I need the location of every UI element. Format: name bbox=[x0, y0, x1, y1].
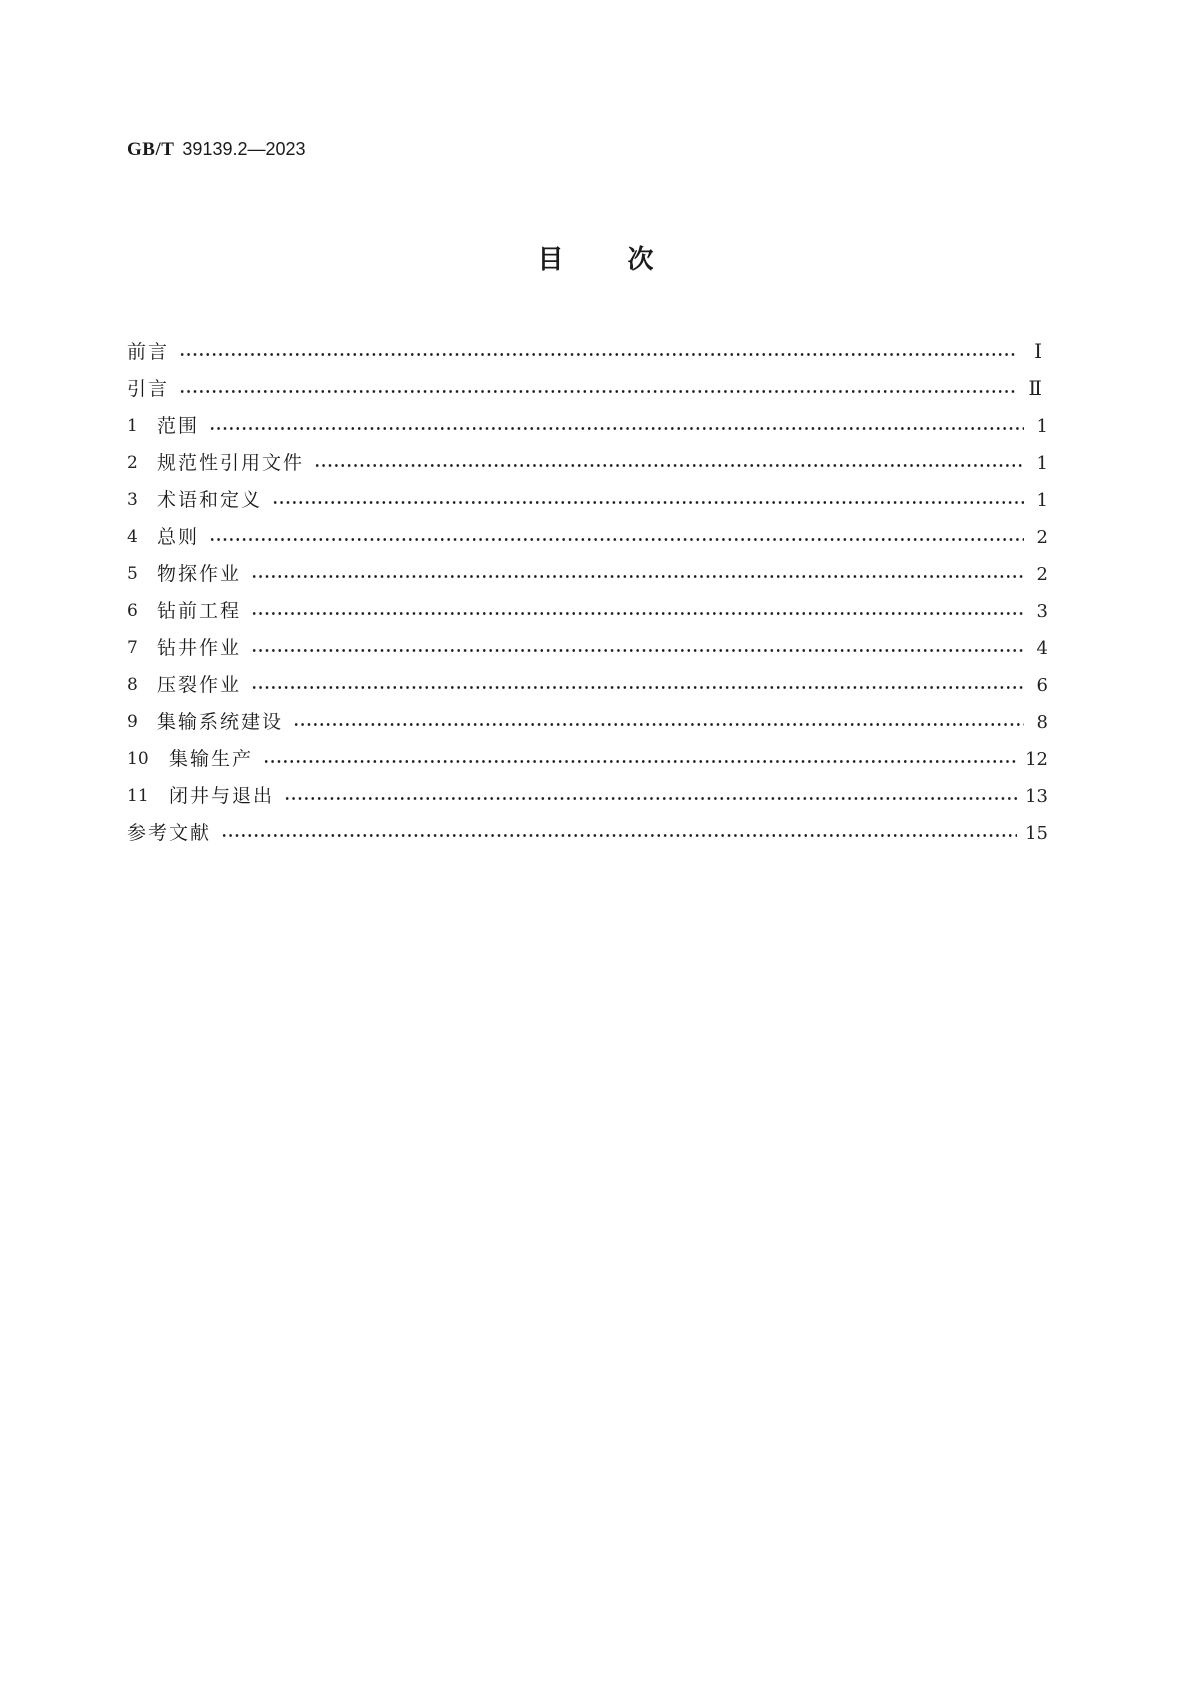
toc-entry-7[interactable] bbox=[127, 630, 1048, 667]
toc-entry-page: Ⅱ bbox=[1028, 378, 1042, 400]
toc-title-char-2: 次 bbox=[627, 245, 654, 275]
dot-leader bbox=[263, 741, 1017, 778]
toc-entry-introduction[interactable] bbox=[127, 371, 1048, 408]
toc-entry-label: 集输系统建设 bbox=[157, 711, 284, 733]
toc-entry-page: 1 bbox=[1036, 453, 1048, 474]
toc-title-char-1: 目 bbox=[537, 245, 564, 275]
toc-entry-number: 8 bbox=[127, 675, 138, 695]
dot-leader bbox=[179, 371, 1018, 408]
toc-entry-label: 压裂作业 bbox=[157, 674, 242, 696]
toc-entry-1[interactable] bbox=[127, 408, 1048, 445]
toc-entry-10[interactable] bbox=[127, 741, 1048, 778]
toc-entry-4[interactable] bbox=[127, 519, 1048, 556]
toc-entry-page: 13 bbox=[1025, 786, 1048, 807]
toc-entry-number: 5 bbox=[127, 564, 138, 584]
toc-entry-5[interactable] bbox=[127, 556, 1048, 593]
dot-leader bbox=[314, 445, 1024, 482]
toc-entry-number: 10 bbox=[127, 749, 149, 769]
toc-entry-number: 4 bbox=[127, 527, 138, 547]
toc-entry-label: 总则 bbox=[157, 526, 200, 548]
toc-entry-number: 3 bbox=[127, 490, 138, 510]
toc-entry-page: 2 bbox=[1036, 564, 1048, 585]
toc-entry-label: 钻井作业 bbox=[157, 637, 242, 659]
toc-entry-label: 钻前工程 bbox=[157, 600, 242, 622]
toc-entry-page: 3 bbox=[1036, 601, 1048, 622]
toc-entry-number: 7 bbox=[127, 638, 138, 658]
toc-entry-label: 物探作业 bbox=[157, 563, 242, 585]
toc-entry-11[interactable] bbox=[127, 778, 1048, 815]
toc-entry-page: 15 bbox=[1025, 823, 1048, 844]
toc-entry-9[interactable] bbox=[127, 704, 1048, 741]
toc-entry-label: 集输生产 bbox=[169, 748, 254, 770]
dot-leader bbox=[179, 334, 1018, 371]
toc-entry-page: 4 bbox=[1036, 638, 1048, 659]
dot-leader bbox=[209, 519, 1024, 556]
dot-leader bbox=[251, 556, 1024, 593]
dot-leader bbox=[272, 482, 1024, 519]
toc-entry-label: 闭井与退出 bbox=[169, 785, 275, 807]
toc-entry-page: 2 bbox=[1036, 527, 1048, 548]
toc-entry-page: 1 bbox=[1036, 490, 1048, 511]
toc-entry-page: 1 bbox=[1036, 416, 1048, 437]
toc-entry-3[interactable] bbox=[127, 482, 1048, 519]
dot-leader bbox=[251, 593, 1024, 630]
toc-entry-label: 参考文献 bbox=[127, 822, 212, 844]
dot-leader bbox=[251, 667, 1024, 704]
toc-entry-page: Ⅰ bbox=[1034, 341, 1042, 363]
toc-entry-number: 9 bbox=[127, 712, 138, 732]
toc-entry-page: 6 bbox=[1036, 675, 1048, 696]
toc-entry-page: 12 bbox=[1025, 749, 1048, 770]
dot-leader bbox=[251, 630, 1024, 667]
toc-entry-label: 术语和定义 bbox=[157, 489, 263, 511]
toc-entry-label: 规范性引用文件 bbox=[157, 452, 305, 474]
toc-entry-foreword[interactable] bbox=[127, 334, 1048, 371]
toc-entry-label: 前言 bbox=[127, 341, 170, 363]
toc-entry-number: 6 bbox=[127, 601, 138, 621]
toc-entry-bibliography[interactable] bbox=[127, 815, 1048, 852]
toc-entry-number: 1 bbox=[127, 416, 138, 436]
toc-entry-number: 11 bbox=[127, 786, 149, 806]
standard-prefix: GB/T bbox=[127, 139, 175, 160]
toc-list bbox=[127, 334, 1048, 852]
standard-number: 39139.2—2023 bbox=[182, 139, 306, 159]
toc-title bbox=[0, 244, 1191, 276]
toc-entry-label: 范围 bbox=[157, 415, 200, 437]
toc-entry-number: 2 bbox=[127, 453, 138, 473]
toc-entry-page: 8 bbox=[1036, 712, 1048, 733]
standard-code-header bbox=[127, 138, 306, 161]
dot-leader bbox=[209, 408, 1024, 445]
dot-leader bbox=[221, 815, 1017, 852]
toc-entry-8[interactable] bbox=[127, 667, 1048, 704]
dot-leader bbox=[293, 704, 1024, 741]
toc-entry-2[interactable] bbox=[127, 445, 1048, 482]
dot-leader bbox=[284, 778, 1017, 815]
toc-entry-label: 引言 bbox=[127, 378, 170, 400]
toc-entry-6[interactable] bbox=[127, 593, 1048, 630]
